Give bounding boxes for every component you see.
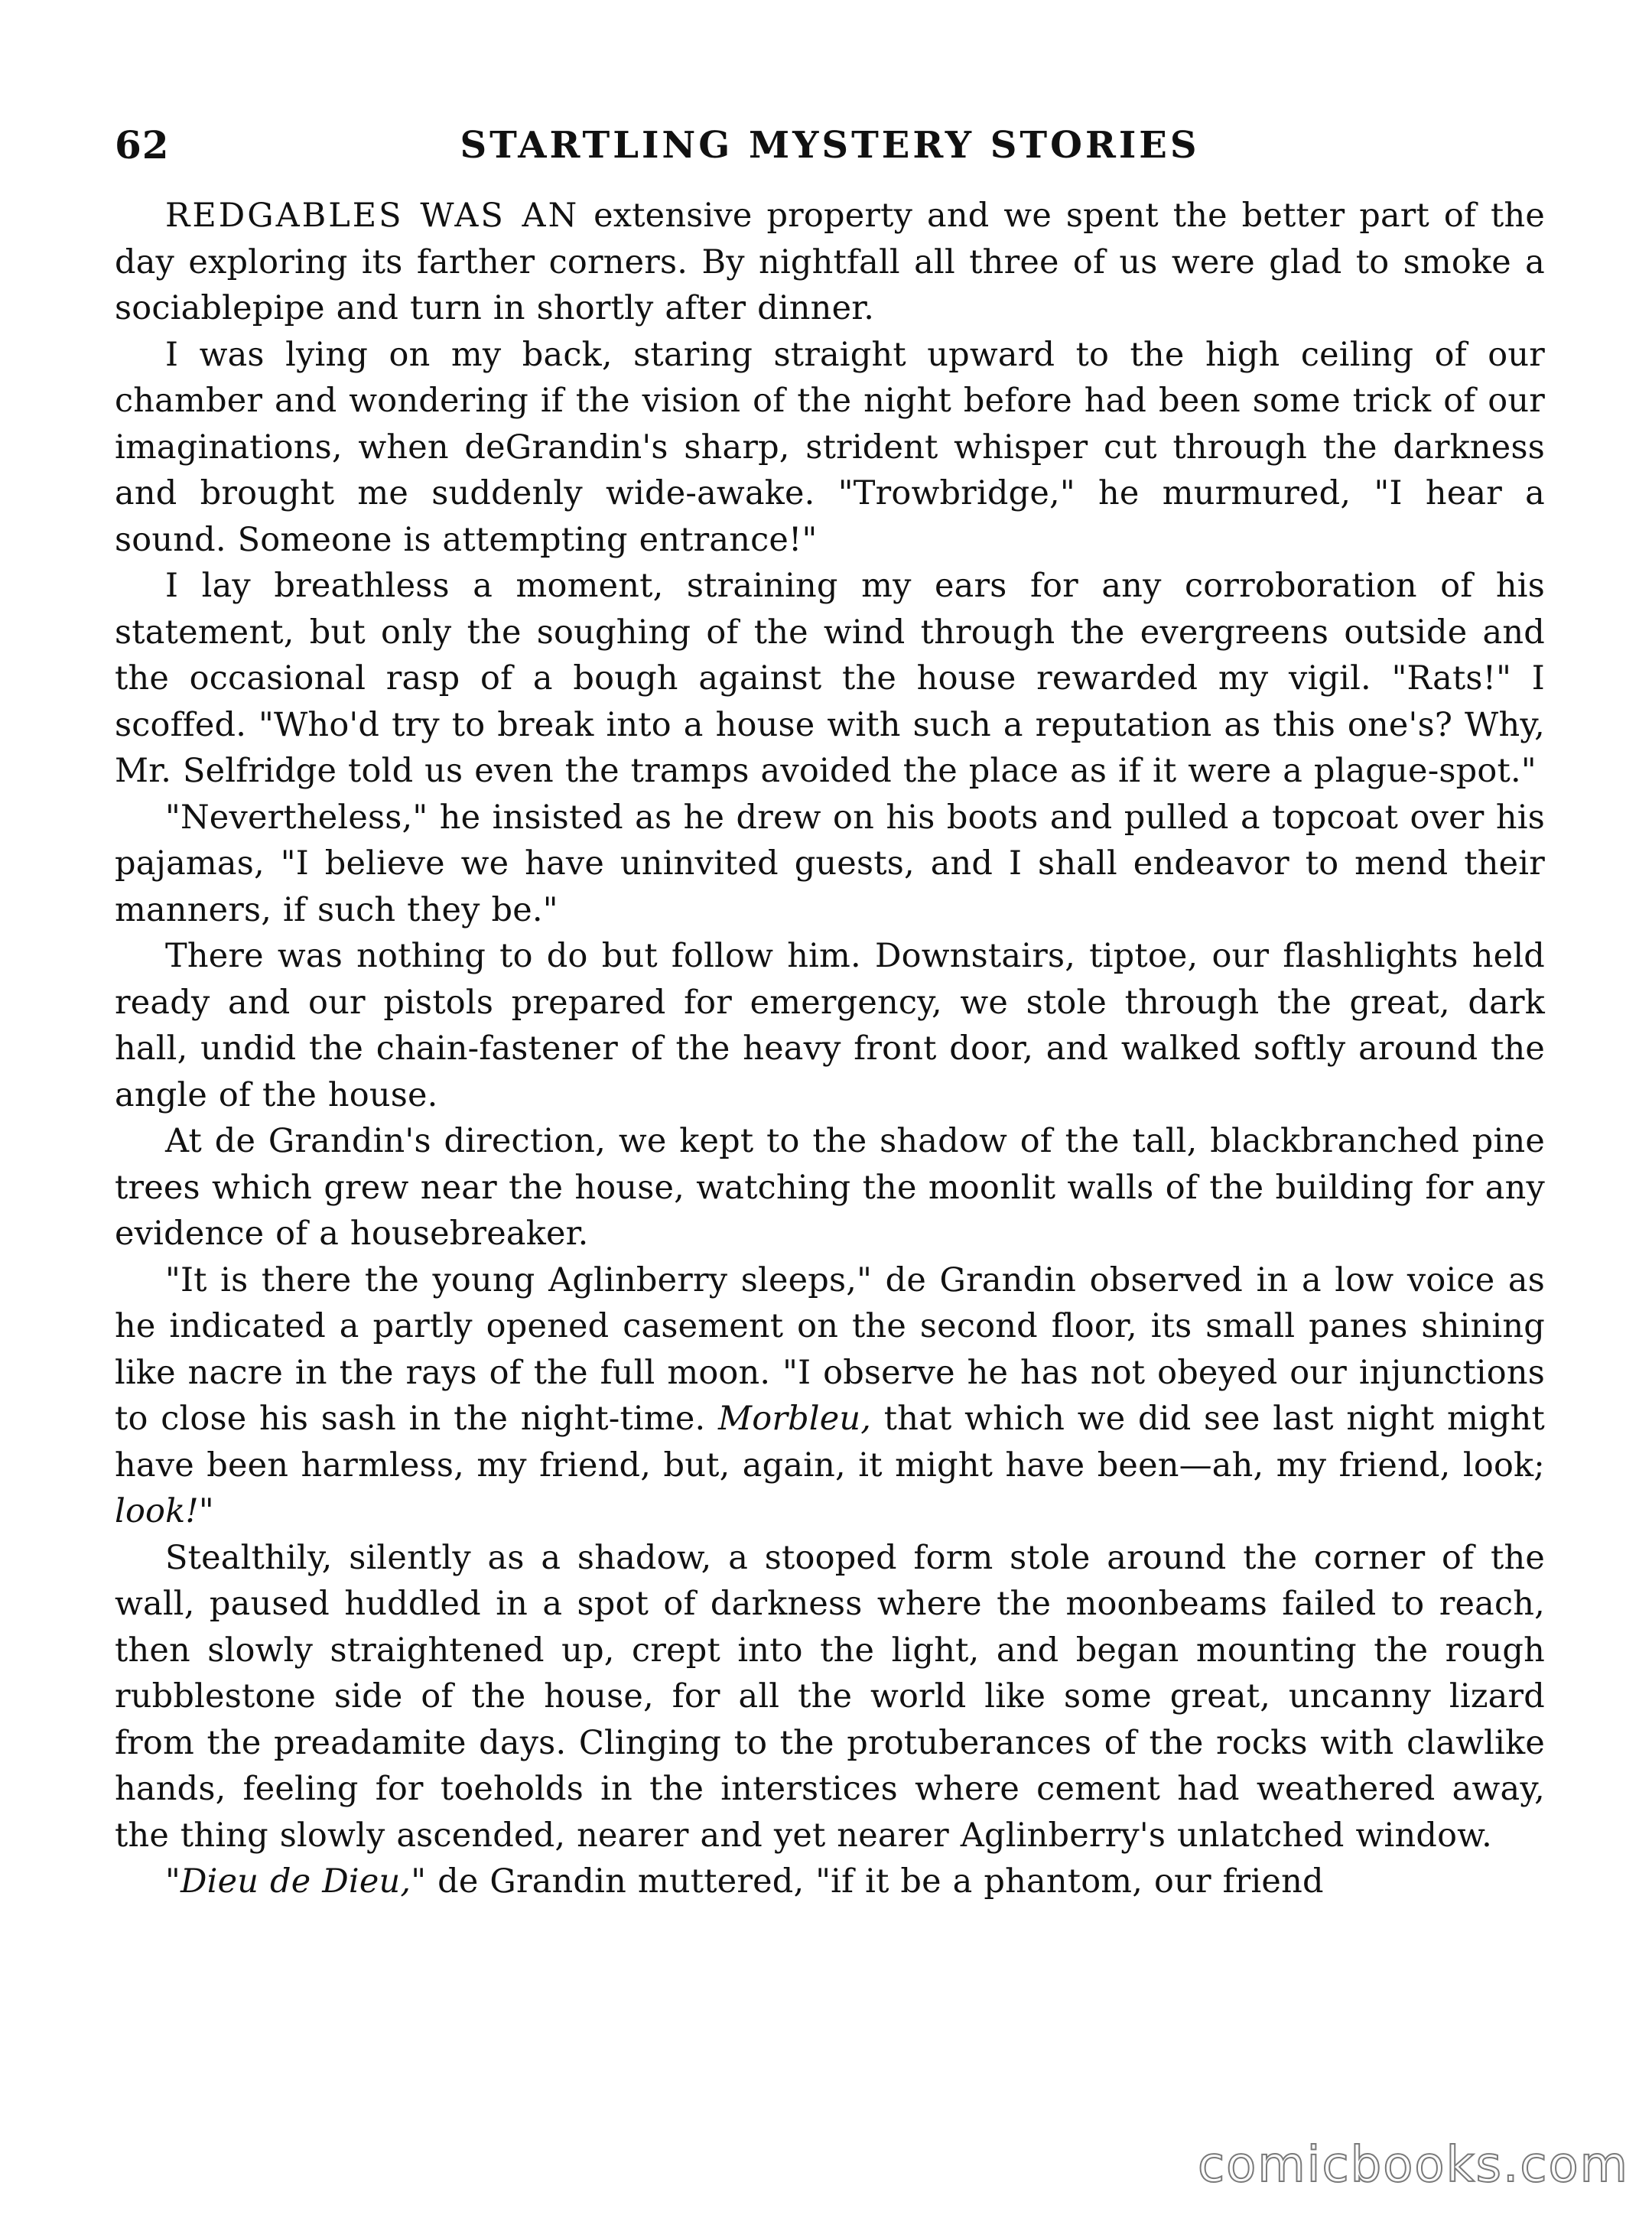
watermark-logo: comicbooks.com: [1197, 2137, 1629, 2194]
paragraph-text: extensive property and we spent the better part of the day exploring its farther corners. By nightfall all three of us were glad to smoke a sociablepipe and turn in shortly after dinner.: [115, 197, 1545, 327]
italic-phrase: Morbleu,: [718, 1400, 872, 1438]
paragraph-text: "Nevertheless," he insisted as he drew on his boots and pulled a topcoat over his pajamas, "I believe we have uninvited guests, and I shall endeavor to mend their manners, if such they be.": [115, 798, 1545, 929]
paragraph: [115, 1257, 1545, 1535]
italic-phrase: look!": [115, 1492, 214, 1530]
page-number: 62: [115, 122, 170, 167]
paragraph-text: I was lying on my back, staring straight upward to the high ceiling of our chamber and wondering if the vision of the night before had been some trick of our imaginations, when deGrandin's sharp, strident whisper cut through the darkness and brought me suddenly wide-awake. "Trowbridge," he murmured, "I hear a sound. Someone is attempting entrance!": [115, 335, 1545, 559]
paragraph-lead-words: REDGABLES WAS AN: [165, 197, 580, 235]
paragraph-text: de Grandin muttered, "if it be a phantom, our friend: [426, 1862, 1324, 1901]
paragraph: [115, 193, 1545, 332]
paragraph: [115, 1859, 1545, 1905]
paragraph-text: At de Grandin's direction, we kept to the shadow of the tall, blackbranched pine trees which grew near the house, watching the moonlit walls of the building for any evidence of a housebreaker.: [115, 1122, 1545, 1253]
running-title: STARTLING MYSTERY STORIES: [460, 124, 1200, 167]
paragraph-text: "It is there the young Aglinberry sleeps," de Grandin observed in a low voice as he indicated a partly opened casement on the second floor, its small panes shining like nacre in the rays of the full moon. "I observe he has not obeyed our injunctions to close his sash in the night-time.: [115, 1260, 1545, 1438]
paragraph: [115, 795, 1545, 934]
paragraph-text: There was nothing to do but follow him. Downstairs, tiptoe, our flashlights held ready and our pistols prepared for emergency, we stole through the great, dark hall, undid the chain-fastener of the heavy front door, and walked softly around the angle of the house.: [115, 937, 1545, 1114]
paragraph-text: I lay breathless a moment, straining my ears for any corroboration of his statement, but only the soughing of the wind through the evergreens outside and the occasional rasp of a bough against the house rewarded my vigil. "Rats!" I scoffed. "Who'd try to break into a house with such a reputation as this one's? Why, Mr. Selfridge told us even the tramps avoided the place as if it were a plague-spot.": [115, 567, 1545, 790]
italic-phrase: "Dieu de Dieu,": [165, 1862, 427, 1901]
paragraph-text: that which we did see last night might have been harmless, my friend, but, again, it might have been—ah, my friend, look;: [115, 1400, 1545, 1485]
paragraph: [115, 332, 1545, 564]
page-header: [115, 115, 1545, 184]
paragraph: [115, 933, 1545, 1118]
paragraph: [115, 1535, 1545, 1859]
paragraph: [115, 1118, 1545, 1257]
book-page: [115, 115, 1545, 2119]
paragraph-text: Stealthily, silently as a shadow, a stooped form stole around the corner of the wall, paused huddled in a spot of darkness where the moonbeams failed to reach, then slowly straightened up, crept into the light, and began mounting the rough rubblestone side of the house, for all the world like some great, uncanny lizard from the preadamite days. Clinging to the protuberances of the rocks with clawlike hands, feeling for toeholds in the interstices where cement had weathered away, the thing slowly ascended, nearer and yet nearer Aglinberry's unlatched window.: [115, 1538, 1545, 1855]
story-text: [115, 193, 1545, 1905]
paragraph: [115, 563, 1545, 795]
